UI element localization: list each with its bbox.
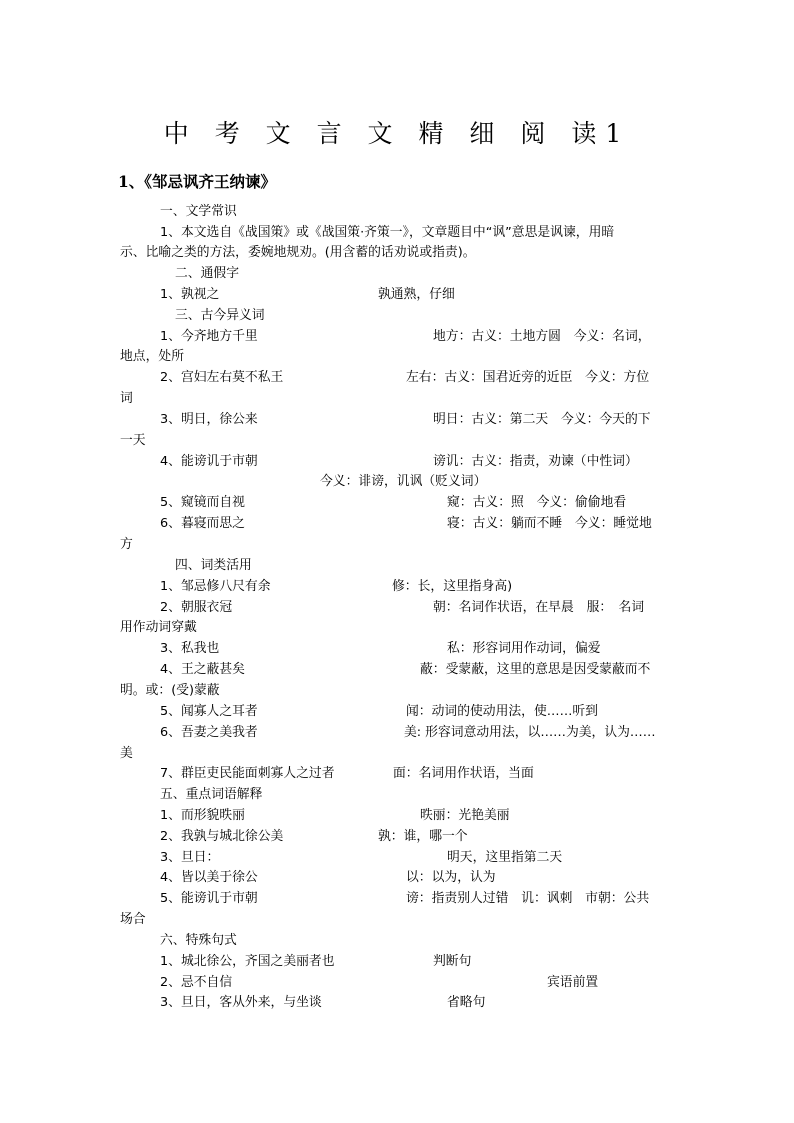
item-explanation: 孰：谁，哪一个: [378, 829, 468, 844]
item-explanation: 明天，这里指第二天: [447, 850, 563, 865]
item-explanation: 面：名词用作状语，当面: [393, 766, 534, 781]
item-explanation-cont: 明。或：(受)蒙蔽: [120, 683, 220, 698]
item-text: 2、宫妇左右莫不私王: [160, 370, 284, 385]
item-text: 2、朝服衣冠: [160, 600, 233, 615]
heading-word-class-shift: 四、词类活用: [175, 558, 252, 573]
page-title: 中 考 文 言 文 精 细 阅 读1: [163, 119, 631, 148]
heading-tongjiazi: 二、通假字: [175, 266, 239, 281]
item-text: 4、皆以美于徐公: [160, 870, 258, 885]
item-explanation: 蔽：受蒙蔽，这里的意思是因受蒙蔽而不: [420, 662, 651, 677]
item-explanation: 昳丽：光艳美丽: [420, 808, 510, 823]
item-text: 3、旦日，客从外来，与坐谈: [160, 995, 322, 1010]
item-explanation: 闻：动词的使动用法，使……听到: [406, 704, 598, 719]
section-heading: 1、《邹忌讽齐王纳谏》: [118, 172, 277, 191]
item-explanation: 明日：古义：第二天 今义：今天的下: [433, 412, 651, 427]
item-text: 4、能谤讥于市朝: [160, 454, 258, 469]
heading-special-sentences: 六、特殊句式: [160, 933, 237, 948]
item-text: 1、邹忌修八尺有余: [160, 579, 271, 594]
item-text: 3、私我也: [160, 641, 220, 656]
item-explanation-cont: 地点，处所: [120, 349, 184, 364]
paragraph-line: 1、本文选自《战国策》或《战国策·齐策一》，文章题目中“讽”意思是讽谏，用暗: [160, 225, 615, 240]
item-explanation: 孰通熟，仔细: [378, 287, 455, 302]
heading-literary-knowledge: 一、文学常识: [160, 204, 237, 219]
item-text: 5、窥镜而自视: [160, 495, 245, 510]
item-explanation: 谤：指责别人过错 讥：讽刺 市朝：公共: [406, 891, 650, 906]
item-explanation-cont: 今义：诽谤，讥讽（贬义词）: [320, 474, 487, 489]
item-explanation: 寝：古义：躺而不睡 今义：睡觉地: [447, 516, 652, 531]
item-explanation: 以：以为，认为: [406, 870, 496, 885]
item-explanation-cont: 用作动词穿戴: [120, 620, 197, 635]
item-explanation: 朝：名词作状语，在早晨 服： 名词: [433, 600, 645, 615]
item-text: 1、城北徐公，齐国之美丽者也: [160, 954, 335, 969]
item-explanation: 左右：古义：国君近旁的近臣 今义：方位: [406, 370, 650, 385]
item-explanation: 省略句: [447, 995, 486, 1010]
item-text: 6、暮寝而思之: [160, 516, 245, 531]
item-text: 1、今齐地方千里: [160, 329, 258, 344]
item-text: 3、明日，徐公来: [160, 412, 258, 427]
item-explanation: 美: 形容词意动用法，以……为美，认为……: [404, 725, 656, 740]
item-text: 6、吾妻之美我者: [160, 725, 258, 740]
item-text: 1、孰视之: [160, 287, 220, 302]
item-explanation: 谤讥：古义：指责，劝谏（中性词）: [433, 454, 638, 469]
heading-ancient-modern-meaning: 三、古今异义词: [175, 308, 265, 323]
item-explanation: 判断句: [433, 954, 472, 969]
item-text: 4、王之蔽甚矣: [160, 662, 245, 677]
item-explanation: 地方：古义：土地方圆 今义：名词，: [433, 329, 651, 344]
heading-key-words: 五、重点词语解释: [160, 787, 263, 802]
item-explanation: 修：长，这里指身高): [392, 579, 513, 594]
item-text: 5、闻寡人之耳者: [160, 704, 258, 719]
item-text: 3、旦日：: [160, 850, 220, 865]
item-text: 1、而形貌昳丽: [160, 808, 245, 823]
item-text: 5、能谤讥于市朝: [160, 891, 258, 906]
paragraph-line: 示、比喻之类的方法，委婉地规劝。(用含蓄的话劝说或指责)。: [120, 245, 476, 260]
item-explanation-cont: 美: [120, 746, 133, 761]
item-explanation: 私：形容词用作动词，偏爱: [447, 641, 601, 656]
item-text: 2、忌不自信: [160, 975, 233, 990]
item-explanation-cont: 词: [120, 391, 133, 406]
item-text: 2、我孰与城北徐公美: [160, 829, 284, 844]
item-explanation: 宾语前置: [547, 975, 599, 990]
item-explanation-cont: 场合: [120, 912, 146, 927]
item-text: 7、群臣吏民能面刺寡人之过者: [160, 766, 335, 781]
item-explanation: 窥：古义：照 今义：偷偷地看: [447, 495, 627, 510]
item-explanation-cont: 一天: [120, 433, 146, 448]
item-explanation-cont: 方: [120, 537, 133, 552]
